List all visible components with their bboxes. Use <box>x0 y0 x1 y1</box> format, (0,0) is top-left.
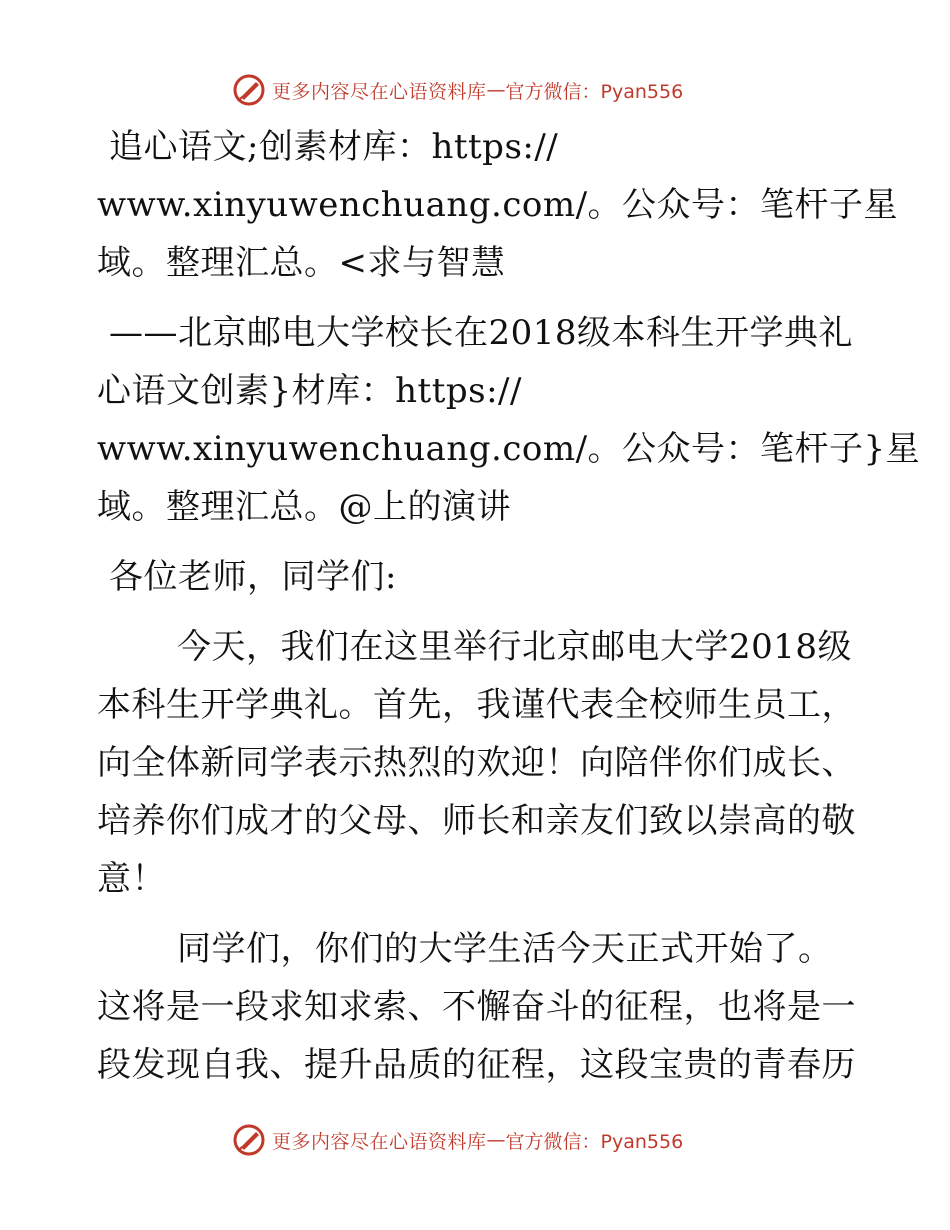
paragraph-line: 本科生开学典礼。首先，我谨代表全校师生员工， <box>97 685 856 725</box>
subtitle-line: 心语文创素}材库：https:// <box>97 371 522 411</box>
paragraph-line: 向全体新同学表示热烈的欢迎！向陪伴你们成长、 <box>97 743 856 783</box>
paragraph-line: 这将是一段求知求索、不懈奋斗的征程，也将是一 <box>97 987 856 1027</box>
watermark-suffix: 官方微信：Pyan556 <box>505 80 684 103</box>
heading-block <box>97 118 899 292</box>
watermark-text: 更多内容尽在心语资料库 <box>272 1130 487 1153</box>
subtitle-block <box>97 304 921 536</box>
document-body <box>97 118 921 1094</box>
paragraph-line: 同学们，你们的大学生活今天正式开始了。 <box>177 929 833 969</box>
salutation: 各位老师，同学们: <box>109 557 397 597</box>
footer-watermark <box>232 1122 683 1158</box>
watermark-separator: — <box>486 79 506 101</box>
subtitle-line: www.xinyuwenchuang.com/。公众号：笔杆子}星 <box>97 429 921 469</box>
quill-seal-icon <box>232 1123 266 1157</box>
quill-seal-icon <box>232 73 266 107</box>
paragraph-line: 段发现自我、提升品质的征程，这段宝贵的青春历 <box>97 1045 856 1085</box>
subtitle-line: 域。整理汇总。@上的演讲 <box>97 487 511 527</box>
watermark-suffix: 官方微信：Pyan556 <box>505 1130 684 1153</box>
heading-line: www.xinyuwenchuang.com/。公众号：笔杆子星 <box>97 185 899 225</box>
header-watermark <box>232 72 683 108</box>
heading-line: 域。整理汇总。<求与智慧 <box>97 243 506 283</box>
paragraph-line: 意！ <box>97 859 166 899</box>
heading-line: 追心语文;创素材库：https:// <box>109 127 559 167</box>
watermark-separator: — <box>486 1129 506 1151</box>
paragraph-welcome <box>97 618 857 908</box>
watermark-text: 更多内容尽在心语资料库 <box>272 80 487 103</box>
paragraph-line: 今天，我们在这里举行北京邮电大学2018级 <box>177 627 853 667</box>
paragraph-journey <box>97 920 857 1094</box>
subtitle-line: ——北京邮电大学校长在2018级本科生开学典礼 <box>109 313 854 353</box>
paragraph-line: 培养你们成才的父母、师长和亲友们致以崇高的敬 <box>97 801 856 841</box>
